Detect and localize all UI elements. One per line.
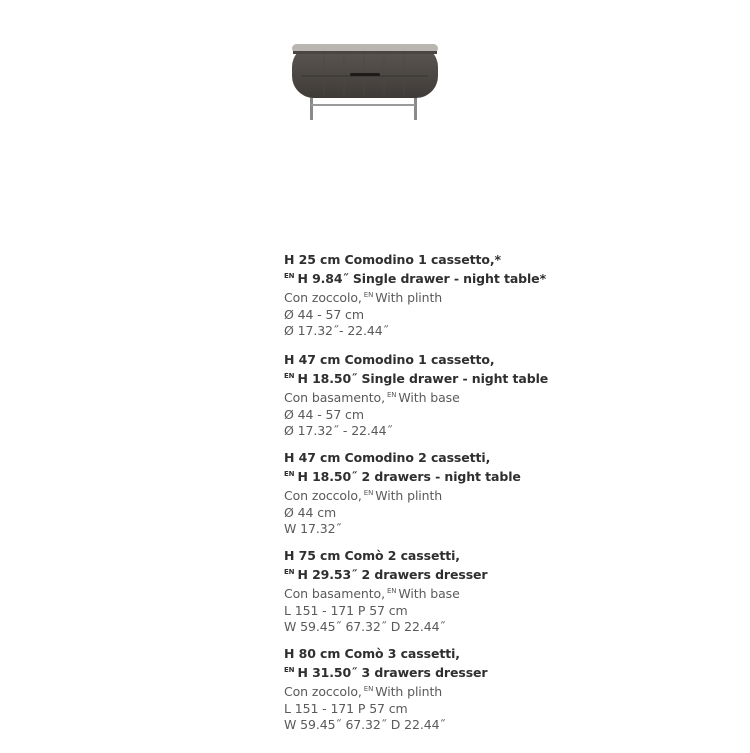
spec-title-it: H 75 cm Comò 2 cassetti, [284,548,460,563]
spec-title-it: H 47 cm Comodino 2 cassetti, [284,450,491,465]
spec-dim: L 151 - 171 P 57 cm [284,700,408,716]
spec-title-it: H 80 cm Comò 3 cassetti, [284,646,460,661]
spec-title-en: $^{EN}$ H 9.84˝ Single drawer - night table* [284,271,547,287]
spec-title-en: $^{EN}$ H 29.53˝ 2 drawers dresser [284,567,488,583]
spec-dim: L 151 - 171 P 57 cm [284,602,408,618]
spec-block [284,450,604,536]
spec-list [284,252,604,753]
spec-base: Con zoccolo, $^{EN}$ With plinth [284,290,443,306]
spec-base: Con basamento, $^{EN}$ With base [284,390,460,406]
spec-title-it: H 47 cm Comodino 1 cassetto, [284,352,495,367]
spec-block [284,646,604,733]
spec-base: Con zoccolo, $^{EN}$ With plinth [284,488,443,504]
spec-dim: Ø 44 cm [284,504,337,520]
en-tag: EN [284,568,295,577]
spec-base: Con basamento, $^{EN}$ With base [284,586,460,602]
spec-dim: W 17.32˝ [284,520,342,536]
en-tag: EN [363,291,374,300]
en-tag: EN [284,666,295,675]
spec-title-en: $^{EN}$ H 31.50˝ 3 drawers dresser [284,665,488,681]
spec-base: Con zoccolo, $^{EN}$ With plinth [284,684,443,700]
spec-dim: W 59.45˝ 67.32˝ D 22.44˝ [284,618,446,634]
spec-dim: Ø 17.32˝ - 22.44˝ [284,422,393,438]
spec-title-en: $^{EN}$ H 18.50˝ 2 drawers - night table [284,469,521,485]
en-tag: EN [363,489,374,498]
en-tag: EN [386,587,397,596]
spec-dim: Ø 44 - 57 cm [284,306,364,322]
spec-block [284,548,604,634]
spec-title-en: $^{EN}$ H 18.50˝ Single drawer - night table [284,371,549,387]
spec-title-it: H 25 cm Comodino 1 cassetto,* [284,252,501,267]
product-image [284,40,446,122]
en-tag: EN [363,685,374,694]
spec-block [284,352,604,438]
en-tag: EN [284,372,295,381]
en-tag: EN [284,470,295,479]
en-tag: EN [284,272,295,281]
spec-dim: W 59.45˝ 67.32˝ D 22.44˝ [284,716,446,732]
spec-dim: Ø 17.32˝- 22.44˝ [284,322,389,338]
spec-dim: Ø 44 - 57 cm [284,406,364,422]
en-tag: EN [386,391,397,400]
spec-block [284,252,604,338]
